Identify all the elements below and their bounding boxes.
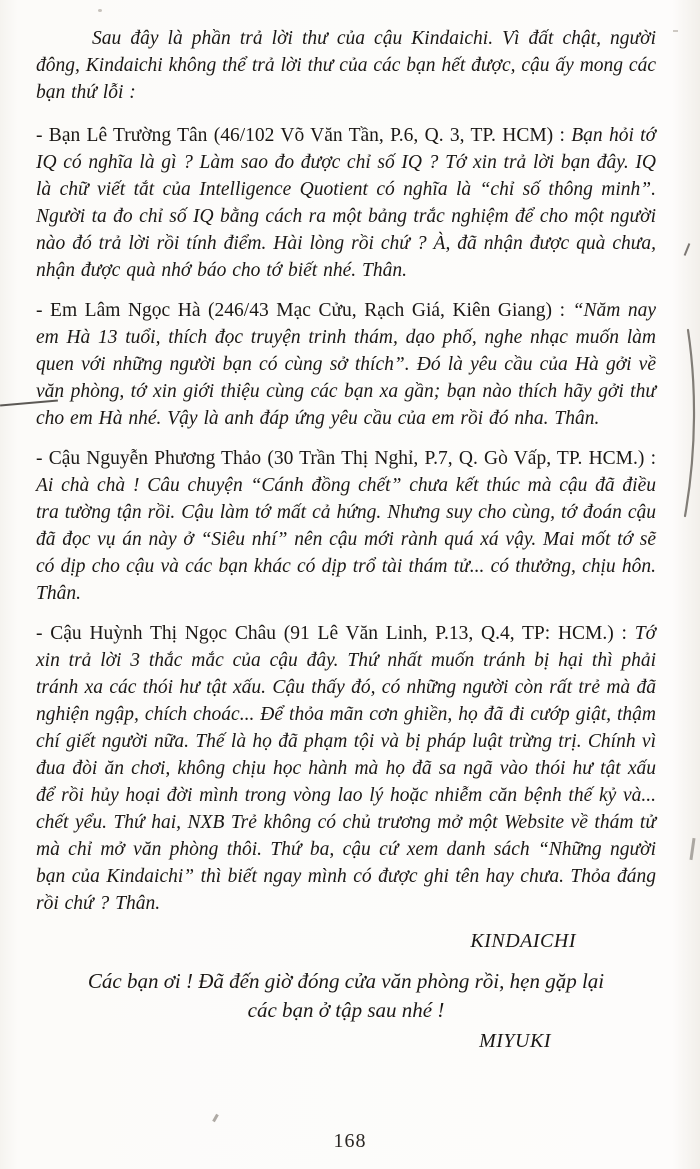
miyuki-signature: MIYUKI xyxy=(479,1030,551,1052)
letter-paragraph-lam-ngoc-ha xyxy=(36,297,656,432)
closing-message-line2: các bạn ở tập sau nhé ! xyxy=(247,998,445,1022)
letter-reply: Bạn hỏi tớ IQ có nghĩa là gì ? Làm sao đo được chỉ số IQ ? Tớ xin trả lời bạn đây. IQ là chữ viết tắt của Intelligence Quotient có nghĩa là “chỉ số thông minh”. Người ta đo chỉ số IQ bằng cách ra một bảng trắc nghiệm để cho một người nào đó trả lời rồi tính điểm. Hài lòng rồi chứ ? À, đã nhận được quà chưa, nhận được quà nhớ báo cho tớ biết nhé. Thân. xyxy=(36,125,656,281)
letter-address: - Cậu Nguyễn Phương Thảo (30 Trần Thị Nghỉ, P.7, Q. Gò Vấp, TP. HCM.) : xyxy=(36,448,656,469)
letter-reply: Tớ xin trả lời 3 thắc mắc của cậu đây. Thứ nhất muốn tránh bị hại thì phải tránh xa các thói hư tật xấu. Cậu thấy đó, có những người còn rất trẻ mà đã nghiện ngập, chích choác... Để thỏa mãn cơn ghiền, họ đã đi cướp giật, thậm chí giết người nữa. Thế là họ đã phạm tội và bị pháp luật trừng trị. Chính vì đua đòi ăn chơi, không chịu học hành mà họ đã sa ngã vào thói hư tật xấu để rồi hủy hoại đời mình trong vòng lao lý hoặc nhiễm căn bệnh thế kỷ và... chết yểu. Thứ hai, NXB Trẻ không có chủ trương mở một Website về thám tử mà chỉ mở văn phòng thôi. Thứ ba, cậu cứ xem danh sách “Những người bạn của Kindaichi” thì biết ngay mình có được ghi tên hay chưa. Thỏa đáng rồi chứ ? Thân. xyxy=(36,623,656,914)
kindaichi-signature: KINDAICHI xyxy=(470,930,576,952)
closing-message-line1: Các bạn ơi ! Đã đến giờ đóng cửa văn phòng rồi, hẹn gặp lại xyxy=(87,969,605,993)
letter-reply: “Năm nay em Hà 13 tuổi, thích đọc truyện trinh thám, dạo phố, nghe nhạc muốn làm quen với những người bạn có cùng sở thích”. Đó là yêu cầu của Hà gởi về văn phòng, tớ xin giới thiệu cùng các bạn xa gần; bạn nào thích hãy gởi thư cho em Hà nhé. Vậy là anh đáp ứng yêu cầu của em rồi đó nha. Thân. xyxy=(36,300,656,429)
letter-paragraph-huynh-thi-ngoc-chau xyxy=(36,620,656,917)
closing-message xyxy=(36,967,656,1025)
scan-artifact-speck xyxy=(212,1114,219,1122)
letter-address: - Bạn Lê Trường Tân (46/102 Võ Văn Tần, P.6, Q. 3, TP. HCM) : xyxy=(36,125,572,146)
letter-address: - Em Lâm Ngọc Hà (246/43 Mạc Cửu, Rạch Giá, Kiên Giang) : xyxy=(36,300,573,321)
intro-paragraph: Sau đây là phần trả lời thư của cậu Kindaichi. Vì đất chật, người đông, Kindaichi không thể trả lời thư của các bạn hết được, cậu ấy mong các bạn thứ lỗi : xyxy=(36,28,656,103)
page-number: 168 xyxy=(333,1130,367,1152)
letter-paragraph-le-truong-tan xyxy=(36,122,656,284)
letter-reply: Ai chà chà ! Câu chuyện “Cánh đồng chết” chưa kết thúc mà cậu đã điều tra tường tận rồi. Cậu làm tớ mất cả hứng. Nhưng suy cho cùng, tớ đoán cậu đã đọc vụ án này ở “Siêu nhí” nên cậu mới rành quá xá vậy. Mai mốt tớ sẽ có dịp cho cậu và các bạn khác có dịp trổ tài thám tử... có thưởng, chịu hôn. Thân. xyxy=(36,475,656,604)
letter-paragraph-nguyen-phuong-thao xyxy=(36,445,656,607)
letter-address: - Cậu Huỳnh Thị Ngọc Châu (91 Lê Văn Linh, P.13, Q.4, TP: HCM.) : xyxy=(36,623,635,644)
